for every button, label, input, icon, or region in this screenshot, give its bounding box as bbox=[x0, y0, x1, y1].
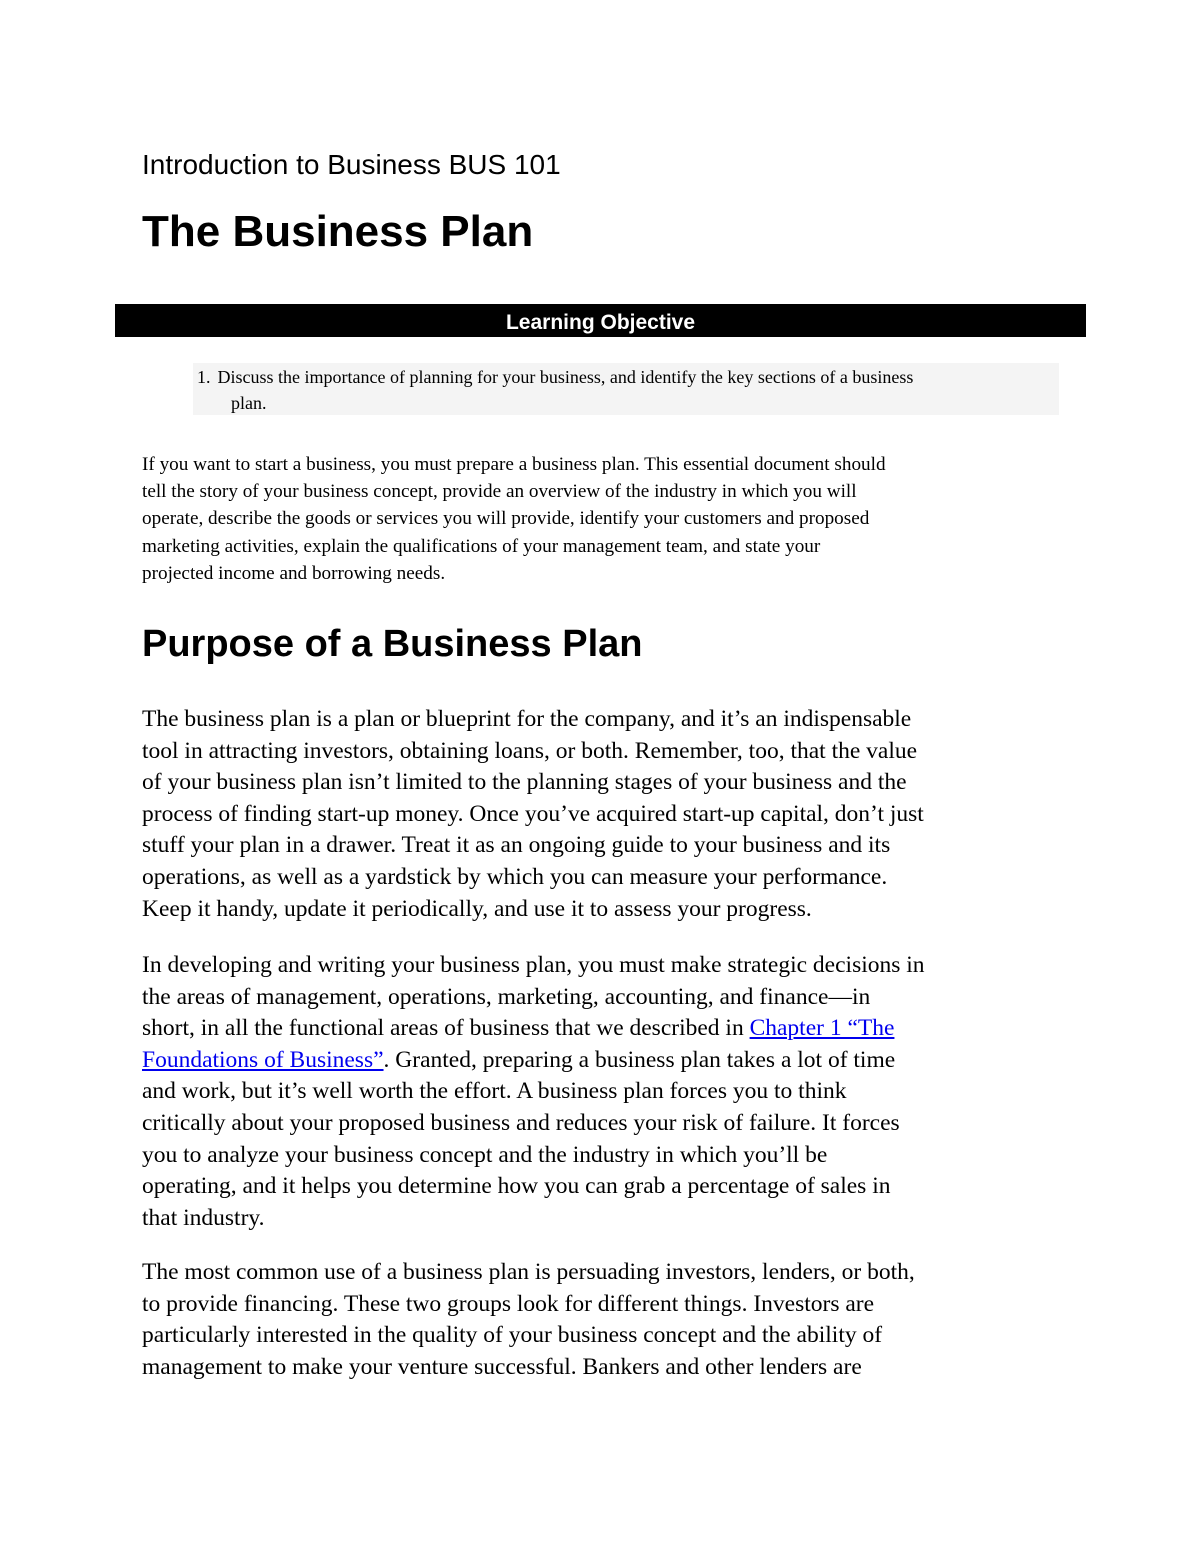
text-line: stuff your plan in a drawer. Treat it as an ongoing guide to your business and its bbox=[142, 832, 891, 859]
text-line: critically about your proposed business and reduces your risk of failure. It forces bbox=[142, 1109, 900, 1136]
learning-objective-heading: Learning Objective bbox=[115, 304, 1086, 337]
text-line: The business plan is a plan or blueprint for the company, and it’s an indispensable bbox=[142, 706, 912, 732]
text-line: The most common use of a business plan is persuading investors, lenders, or both, bbox=[142, 1259, 915, 1285]
text-line: Keep it handy, update it periodically, and use it to assess your progress. bbox=[142, 895, 812, 922]
text-line: particularly interested in the quality of your business concept and the ability of bbox=[142, 1322, 883, 1349]
text-line: of your business plan isn’t limited to the planning stages of your business and the bbox=[142, 769, 907, 796]
text-fragment: . Granted, preparing a business plan takes a lot of time bbox=[383, 1046, 896, 1073]
body-paragraph-2 bbox=[142, 950, 1067, 1234]
text-line: If you want to start a business, you must prepare a business plan. This essential document should bbox=[142, 454, 886, 475]
text-line: operating, and it helps you determine how you can grab a percentage of sales in bbox=[142, 1173, 891, 1200]
section-title: Purpose of a Business Plan bbox=[142, 623, 643, 665]
text-line: projected income and borrowing needs. bbox=[142, 562, 446, 584]
chapter-1-link-part-1[interactable]: Chapter 1 “The bbox=[749, 1015, 895, 1042]
body-paragraph-3 bbox=[142, 1257, 1067, 1383]
body-paragraph-1 bbox=[142, 704, 1067, 925]
text-line: process of finding start-up money. Once you’ve acquired start-up capital, don’t just bbox=[142, 800, 924, 827]
intro-paragraph bbox=[142, 451, 1062, 587]
text-line: In developing and writing your business plan, you must make strategic decisions in bbox=[142, 952, 925, 978]
chapter-1-link-part-2[interactable]: Foundations of Business” bbox=[142, 1046, 384, 1073]
text-line: the areas of management, operations, marketing, accounting, and finance—in bbox=[142, 983, 871, 1010]
text-line: tool in attracting investors, obtaining loans, or both. Remember, too, that the value bbox=[142, 737, 918, 764]
text-line: you to analyze your business concept and the industry in which you’ll be bbox=[142, 1141, 828, 1168]
document-title: The Business Plan bbox=[142, 207, 534, 256]
text-line: operate, describe the goods or services you will provide, identify your customers and proposed bbox=[142, 508, 870, 530]
objective-text-line: plan. bbox=[231, 393, 267, 413]
course-title: Introduction to Business BUS 101 bbox=[142, 149, 561, 180]
objective-text-line: Discuss the importance of planning for your business, and identify the key sections of a business bbox=[217, 367, 914, 387]
text-line: that industry. bbox=[142, 1204, 265, 1231]
text-line bbox=[142, 1013, 1067, 1045]
text-line: management to make your venture successful. Bankers and other lenders are bbox=[142, 1353, 862, 1380]
text-line: to provide financing. These two groups look for different things. Investors are bbox=[142, 1290, 875, 1317]
text-fragment: short, in all the functional areas of business that we described in bbox=[142, 1015, 750, 1042]
learning-objective-item bbox=[197, 364, 1053, 416]
text-line: and work, but it’s well worth the effort. A business plan forces you to think bbox=[142, 1078, 847, 1105]
text-line: operations, as well as a yardstick by which you can measure your performance. bbox=[142, 863, 888, 890]
text-line bbox=[142, 1045, 1067, 1077]
text-line: tell the story of your business concept, provide an overview of the industry in which you will bbox=[142, 481, 857, 503]
text-line: marketing activities, explain the qualifications of your management team, and state your bbox=[142, 535, 821, 557]
list-number: 1. bbox=[197, 367, 211, 387]
